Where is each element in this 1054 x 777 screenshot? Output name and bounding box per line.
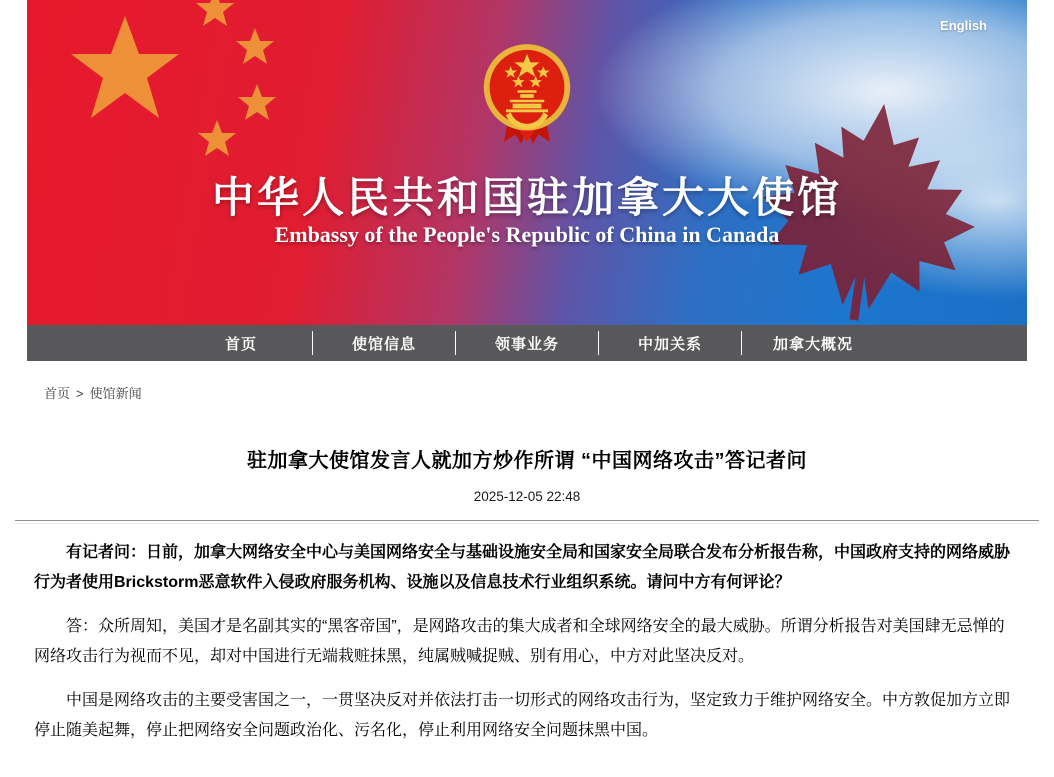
breadcrumb-section-link[interactable]: 使馆新闻 [89, 386, 142, 401]
nav-item-consular-services[interactable]: 领事业务 [494, 335, 559, 353]
breadcrumb [44, 383, 1054, 402]
language-switch-english[interactable]: English [940, 18, 987, 33]
nav-item-embassy-info[interactable]: 使馆信息 [351, 335, 416, 353]
site-title-english: Embassy of the People's Republic of China in Canada [274, 222, 780, 247]
article-paragraph-answer-2: 中国是网络攻击的主要受害国之一，一贯坚决反对并依法打击一切形式的网络攻击行为，坚定致力于维护网络安全。中方敦促加方立即停止随美起舞，停止把网络安全问题政治化、污名化，停止利用网络安全问题抹黑中国。 [34, 692, 1011, 739]
article-paragraph-answer-1: 答：众所周知，美国才是名副其实的“黑客帝国”，是网路攻击的集大成者和全球网络安全的最大威胁。所谓分析报告对美国肆无忌惮的网络攻击行为视而不见，却对中国进行无端栽赃抹黑，纯属贼喊捉贼、别有用心，中方对此坚决反对。 [34, 618, 1005, 665]
site-title-chinese: 中华人民共和国驻加拿大大使馆 [211, 176, 842, 222]
breadcrumb-home-link[interactable]: 首页 [44, 386, 71, 401]
china-national-emblem-icon [479, 42, 575, 148]
article-title: 驻加拿大使馆发言人就加方炒作所谓 “中国网络攻击”答记者问 [246, 450, 808, 472]
article-date: 2025-12-05 22:48 [473, 489, 581, 504]
breadcrumb-separator: > [76, 386, 84, 401]
article-paragraph-question: 有记者问：日前，加拿大网络安全中心与美国网络安全与基础设施安全局和国家安全局联合发布分析报告称，中国政府支持的网络威胁行为者使用Brickstorm恶意软件入侵政府服务机构、设施以及信息技术行业组织系统。请问中方有何评论？ [34, 544, 1011, 591]
nav-item-china-canada-relations[interactable]: 中加关系 [637, 335, 702, 353]
main-navigation [27, 325, 1027, 361]
nav-item-about-canada[interactable]: 加拿大概况 [772, 335, 853, 353]
article-body [34, 538, 1020, 746]
china-flag-stars-icon [27, 0, 327, 188]
horizontal-divider [15, 520, 1039, 524]
header-banner [27, 0, 1027, 325]
nav-item-home[interactable]: 首页 [224, 335, 257, 353]
